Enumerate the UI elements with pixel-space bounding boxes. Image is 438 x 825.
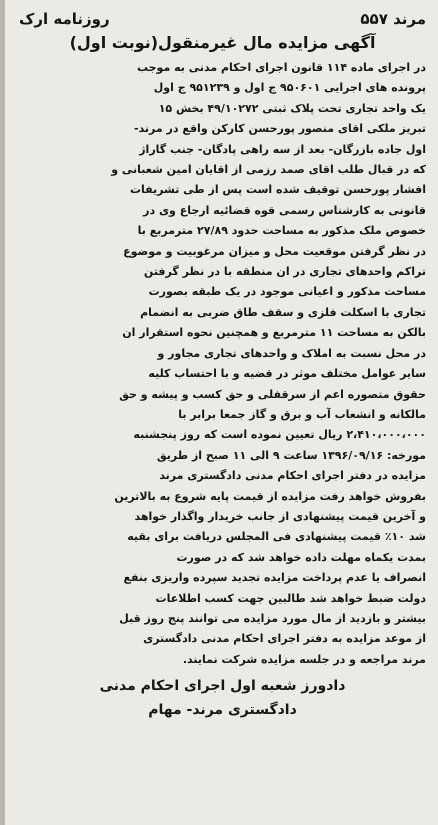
body-line: تراکم واحدهای تجاری در ان منطقه با در نظر گرفتن: [143, 265, 426, 279]
body-line: بمدت یکماه مهلت داده خواهد شد که در صورت: [176, 550, 426, 564]
body-line: قانونی به کارشناس رسمی قوه قضائیه ارجاع وی در: [143, 203, 426, 217]
body-line: اول جاده بازرگان- بعد از سه راهی پادگان- جنب گاراژ: [139, 142, 426, 156]
body-line: بالکن به مساحت ۱۱ مترمربع و همچنین نحوه استقرار ان: [122, 326, 426, 340]
body-line: بیشتر و بازدید از مال مورد مزایده می توانند پنج روز قبل: [119, 611, 426, 625]
body-line: تجاری با اسکلت فلزی و سقف طاق ضربی به انضمام: [140, 305, 426, 319]
newspaper-name: روزنامه ارک: [19, 10, 110, 28]
body-line: و آخرین قیمت پیشنهادی از جانب خریدار واگذار خواهد: [134, 509, 426, 523]
body-line: یک واحد تجاری تحت پلاک ثبتی ۴۹/۱۰۲۷۲ بخش ۱۵: [158, 101, 426, 115]
body-line: در نظر گرفتن موقعیت محل و میزان مرغوبیت و موضوع: [123, 244, 426, 258]
signature-line-2: دادگستری مرند- مهام: [148, 702, 297, 719]
body-line: پرونده های اجرایی ۹۵۰۶۰۱ ج اول و ۹۵۱۲۳۹ ج اول: [153, 81, 426, 95]
issue-label: مرند ۵۵۷: [360, 10, 426, 28]
body-line: در اجرای ماده ۱۱۴ قانون اجرای احکام مدنی به موجب: [136, 61, 426, 74]
notice-body: [19, 58, 426, 670]
body-line: انصراف یا عدم پرداخت مزایده تجدید سپرده واریزی بنفع: [123, 571, 426, 585]
body-line: مساحت مذکور و اعیانی موجود در یک طبقه بصورت: [148, 285, 426, 299]
body-line: سایر عوامل مختلف موثر در قضیه و با احتساب کلیه: [148, 367, 426, 381]
body-line: خصوص ملک مذکور به مساحت حدود ۲۷/۸۹ مترمربع با: [137, 224, 426, 238]
body-line: در محل نسبت به املاک و واحدهای تجاری مجاور و: [157, 346, 426, 360]
body-line: ۲،۴۱۰،۰۰۰،۰۰۰ ریال تعیین نموده است که روز پنجشنبه: [133, 428, 426, 442]
body-line: افشار پورحسن توقیف شده است پس از طی تشریفات: [129, 183, 426, 197]
signature-block: [19, 674, 426, 722]
notice-title: آگهی مزایده مال غیرمنقول(نوبت اول): [69, 33, 376, 52]
signature-line-1: دادورز شعبه اول اجرای احکام مدنی: [99, 678, 346, 695]
body-line: که در قبال طلب اقای صمد رزمی از اقایان امین شعبانی و: [111, 163, 426, 177]
body-line: حقوق متصوره اعم از سرقفلی و حق کسب و پیشه و حق: [119, 387, 426, 401]
notice-header: [19, 6, 426, 32]
body-line: بفروش خواهد رفت مزایده از قیمت پایه شروع به بالاترین: [114, 489, 426, 503]
body-line: مورخه: ۱۳۹۶/۰۹/۱۶ ساعت ۹ الی ۱۱ صبح از طریق: [156, 448, 426, 462]
body-line: تبریز ملکی اقای منصور پورحسن کارکن واقع در مرند-: [134, 122, 426, 136]
body-line: شد ۱۰٪ قیمت پیشنهادی فی المجلس دریافت برای بقیه: [127, 530, 426, 544]
body-line: از موعد مزایده به دفتر اجرای احکام مدنی دادگستری: [143, 632, 426, 646]
body-line: مرند مراجعه و در جلسه مزایده شرکت نمایند.: [182, 652, 426, 666]
body-line: دولت ضبط خواهد شد طالبین جهت کسب اطلاعات: [155, 591, 426, 605]
body-line: مالکانه و انشعاب آب و برق و گاز جمعا برابر با: [178, 407, 426, 421]
body-line: مزایده در دفتر اجرای احکام مدنی دادگستری مرند: [159, 469, 426, 483]
